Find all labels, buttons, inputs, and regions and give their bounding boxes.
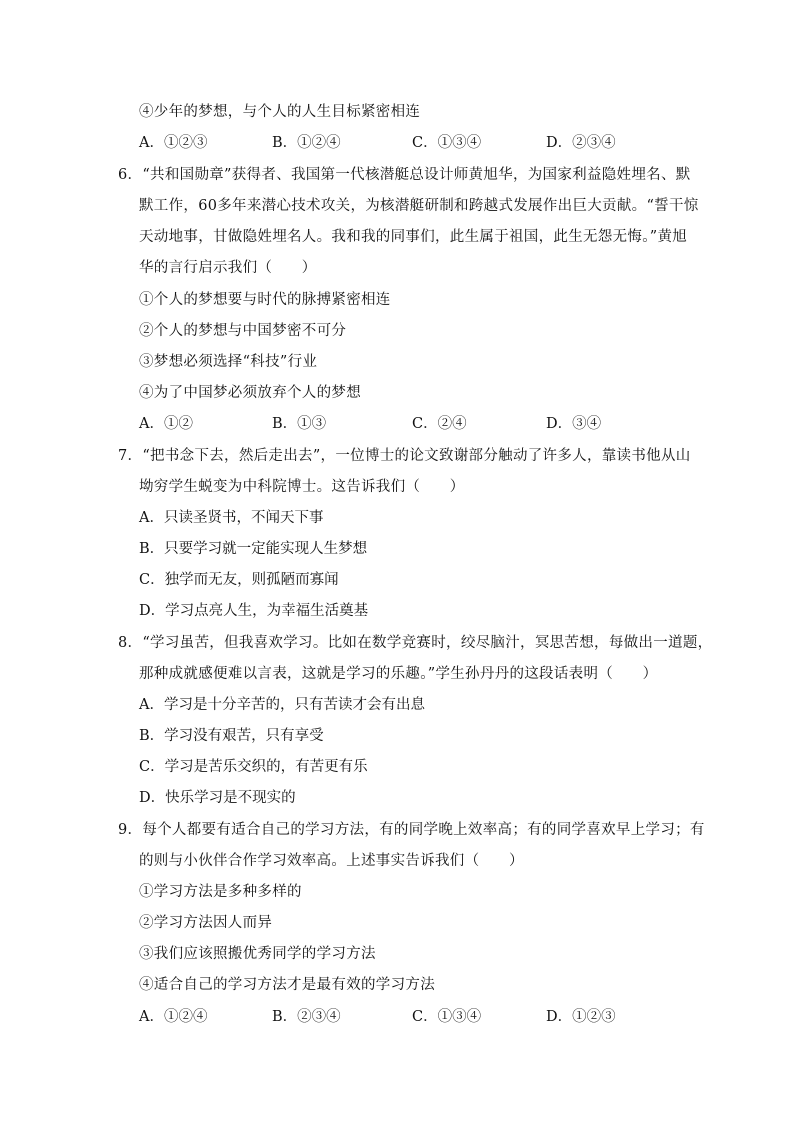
q8-option-c[interactable]: C．学习是苦乐交织的，有苦更有乐	[139, 759, 368, 775]
q9-item-4: ④适合自己的学习方法才是最有效的学习方法	[139, 977, 435, 993]
q9-item-3: ③我们应该照搬优秀同学的学习方法	[139, 946, 376, 962]
q9-item-2: ②学习方法因人而异	[139, 915, 273, 931]
q9-item-1: ①学习方法是多种多样的	[139, 884, 302, 900]
q5-option-d[interactable]: D．②③④	[546, 135, 616, 151]
q6-stem-line-4: 华的言行启示我们（ ）	[139, 260, 317, 276]
q8-option-a[interactable]: A．学习是十分辛苦的，只有苦读才会有出息	[139, 697, 425, 713]
q6-item-1: ①个人的梦想要与时代的脉搏紧密相连	[139, 292, 391, 308]
q9-stem-line-1: 9．每个人都要有适合自己的学习方法，有的同学晚上效率高；有的同学喜欢早上学习；有	[118, 822, 705, 838]
q7-stem-line-1: 7．“把书念下去，然后走出去”，一位博士的论文致谢部分触动了许多人，靠读书他从山	[118, 448, 691, 464]
q7-option-a[interactable]: A．只读圣贤书，不闻天下事	[139, 510, 324, 526]
q6-option-a[interactable]: A．①②	[139, 416, 193, 432]
q6-stem-line-3: 天动地事，甘做隐姓埋名人。我和我的同事们，此生属于祖国，此生无怨无悔。”黄旭	[139, 229, 688, 245]
q5-option-b[interactable]: B．①②④	[272, 135, 341, 151]
q6-option-d[interactable]: D．③④	[546, 416, 602, 432]
q6-item-2: ②个人的梦想与中国梦密不可分	[139, 323, 347, 339]
q8-stem-line-2: 那种成就感便难以言表，这就是学习的乐趣。”学生孙丹丹的这段话表明（ ）	[139, 666, 658, 682]
q5-option-a[interactable]: A．①②③	[139, 135, 208, 151]
q6-item-3: ③梦想必须选择“科技”行业	[139, 354, 318, 370]
q9-option-a[interactable]: A．①②④	[139, 1009, 208, 1025]
q6-item-4: ④为了中国梦必须放弃个人的梦想	[139, 385, 361, 401]
q7-option-d[interactable]: D．学习点亮人生，为幸福生活奠基	[139, 603, 369, 619]
q5-item-4: ④少年的梦想，与个人的人生目标紧密相连	[139, 104, 421, 120]
q9-option-c[interactable]: C．①③④	[412, 1009, 482, 1025]
q7-option-b[interactable]: B．只要学习就一定能实现人生梦想	[139, 541, 368, 557]
q6-stem-line-2: 默工作，60多年来潜心技术攻关，为核潜艇研制和跨越式发展作出巨大贡献。“誓干惊	[139, 198, 699, 214]
q8-option-b[interactable]: B．学习没有艰苦，只有享受	[139, 728, 324, 744]
q7-option-c[interactable]: C．独学而无友，则孤陋而寡闻	[139, 572, 339, 588]
q6-option-c[interactable]: C．②④	[412, 416, 467, 432]
q5-option-c[interactable]: C．①③④	[412, 135, 482, 151]
q8-stem-line-1: 8．“学习虽苦，但我喜欢学习。比如在数学竞赛时，绞尽脑汁，冥思苦想，每做出一道题，	[118, 635, 713, 651]
q9-stem-line-2: 的则与小伙伴合作学习效率高。上述事实告诉我们（ ）	[139, 853, 524, 869]
q9-option-d[interactable]: D．①②③	[546, 1009, 616, 1025]
q6-stem-line-1: 6．“共和国勋章”获得者、我国第一代核潜艇总设计师黄旭华，为国家利益隐姓埋名、默	[118, 167, 691, 183]
q6-option-b[interactable]: B．①③	[272, 416, 327, 432]
q7-stem-line-2: 坳穷学生蜕变为中科院博士。这告诉我们（ ）	[139, 479, 465, 495]
q8-option-d[interactable]: D．快乐学习是不现实的	[139, 790, 296, 806]
q9-option-b[interactable]: B．②③④	[272, 1009, 341, 1025]
